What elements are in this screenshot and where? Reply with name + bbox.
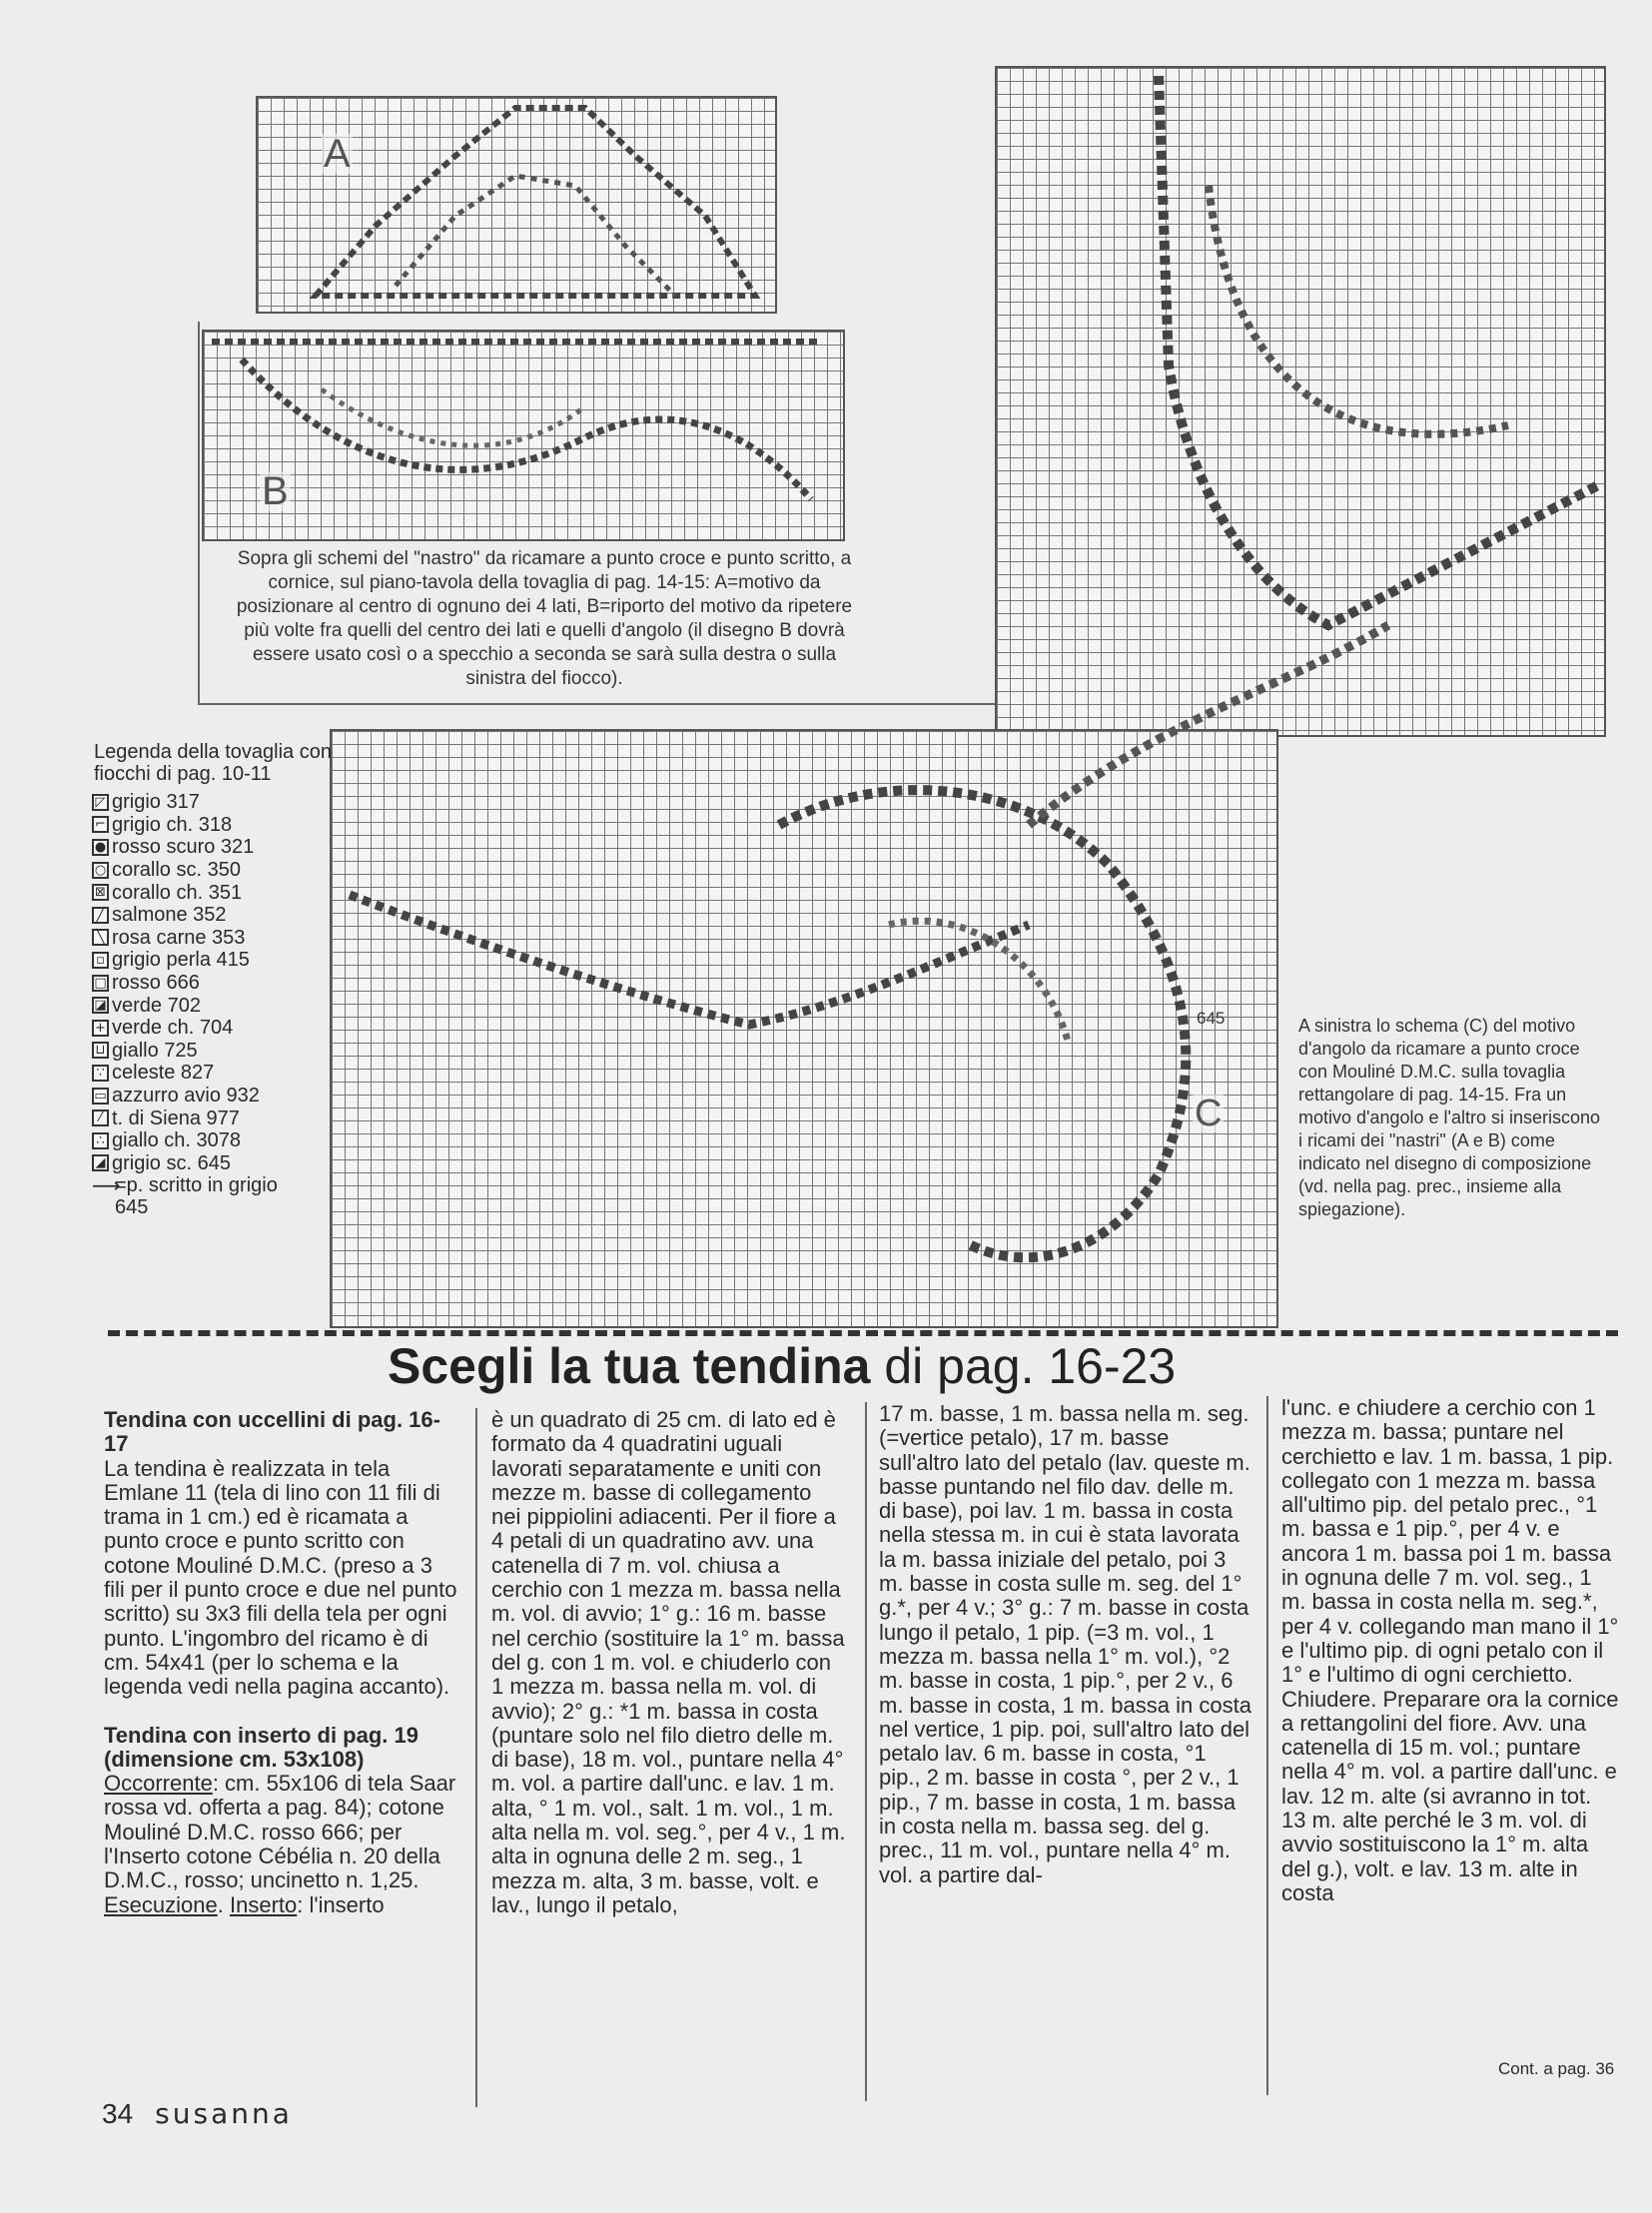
frame-line [198, 322, 200, 703]
legend-symbol-icon: □ [92, 975, 109, 992]
text-column-4: l'unc. e chiudere a cerchio con 1 mezza m. bassa; puntare nel cerchietto e lav. 1 m. bassa, 1 pip. collegato con 1 mezza m. bassa all'ultimo pip. del petalo prec., °1 m. bassa e 1 pip.°, per 4 v. e ancora 1 m. bassa poi 1 m. bassa in ognuna delle 7 m. vol. seg., 1 m. bassa in costa nella m. seg.*, per 4 v. collegando man mano il 1° e l'ultimo pip. di ogni petalo con il 1° e l'ultimo di ogni cerchietto. Chiudere. Preparare ora la cornice a rettangolini del fiore. Avv. una catenella di 15 m. vol.; puntare nella 4° m. vol. a partire dall'unc. e lav. 12 m. alte (si avranno in tot. 13 m. alte perché le 3 m. vol. di avvio sostituiscono la 1° m. alta del g.), volt. e lav. 13 m. alte in costa [1281, 1395, 1619, 1905]
legend-item [92, 949, 352, 972]
legend-label: grigio 317 [112, 791, 200, 814]
legend-symbol-icon: ╲ [92, 929, 109, 946]
legend-symbol-icon: ◸ [92, 794, 109, 811]
legend-arrow-label: =p. scritto in grigio 645 [115, 1174, 278, 1219]
page-number: 34 [102, 2098, 134, 2129]
legend-label: azzurro avio 932 [112, 1085, 260, 1107]
legend-label: corallo sc. 350 [112, 859, 241, 882]
legend-label: salmone 352 [112, 904, 227, 927]
legend-label: rosso scuro 321 [112, 836, 255, 859]
magazine-brand: susanna [155, 2097, 293, 2130]
legend-label: verde 702 [112, 994, 201, 1017]
legend-symbol-icon: ∵ [92, 1065, 109, 1082]
legend-item [92, 1062, 352, 1085]
arrow-right-icon: ⟶ [92, 1173, 121, 1198]
text-column-3: 17 m. basse, 1 m. bassa nella m. seg. (=vertice petalo), 17 m. basse sull'altro lato del petalo (lav. queste m. basse puntando nel filo dav. delle m. di base), poi lav. 1 m. bassa in costa nella stessa m. in cui è stata lavorata la m. bassa iniziale del petalo, poi 3 m. basse in costa sulle m. seg. del 1° g.*, per 4 v.; 3° g.: 7 m. basse in costa lungo il petalo, 1 pip. (=3 m. vol., 1 mezza m. bassa nella 1° m. vol.), °2 m. basse in costa, 1 pip.°, per 2 v., 6 m. basse in costa, 1 m. bassa in costa nel vertice, 1 pip. poi, sull'altro lato del petalo lav. 6 m. basse in costa, °1 pip., 2 m. basse in costa °, per 2 v., 1 pip., 7 m. basse in costa, 1 m. bassa in costa nella m. bassa seg. del g. prec., 11 m. vol., puntare nella 4° m. vol. a partire dal- [879, 1401, 1251, 1887]
legend-label: giallo 725 [112, 1039, 198, 1062]
legend-item [92, 1017, 352, 1040]
column-rule [865, 1402, 867, 2101]
legend-label: celeste 827 [112, 1062, 215, 1085]
legend-label: grigio ch. 318 [112, 813, 233, 836]
legend-symbol-icon: ● [92, 839, 109, 856]
text-column-1 [104, 1408, 458, 1917]
paragraph-occorrente: Occorrente: cm. 55x106 di tela Saar rossa vd. offerta a pag. 84); cotone Mouliné D.M.C. rosso 666; per l'Inserto cotone Cébélia n. 20 della D.M.C., rosso; uncinetto n. 1,25. [104, 1771, 456, 1893]
legend-symbol-icon: + [92, 1020, 109, 1037]
section-title-pages: di pag. 16-23 [870, 1338, 1177, 1394]
page-footer [102, 2097, 293, 2130]
caption-top: Sopra gli schemi del "nastro" da ricamare a punto croce e punto scritto, a cornice, sul piano-tavola della tovaglia di pag. 14-15: A=motivo da posizionare al centro di ognuno dei 4 lati, B=riporto del motivo da ripetere più volte fra quelli del centro dei lati e quelli d'angolo (il disegno B dovrà essere usato così o a specchio a seconda se sarà sulla destra o sulla sinistra del fiocco). [236, 548, 853, 689]
legend-symbol-icon: ⌐ [92, 816, 109, 833]
legend-item [92, 972, 352, 995]
section-title-bold: Scegli la tua tendina [388, 1338, 871, 1394]
legend-symbol-icon: ◪ [92, 997, 109, 1014]
legend-list [92, 791, 352, 1174]
legend-label: verde ch. 704 [112, 1017, 234, 1040]
legend-title: Legenda della tovaglia con fiocchi di pag. 10-11 [94, 741, 332, 785]
section-title [380, 1336, 1184, 1396]
legend-label: t. di Siena 977 [112, 1106, 240, 1129]
legend-symbol-icon: ∴ [92, 1132, 109, 1149]
paragraph-uccellini: La tendina è realizzata in tela Emlane 11 (tela di lino con 11 fili di trama in 1 cm.) ed è ricamata a punto croce e punto scritto con cotone Mouliné D.M.C. (preso a 3 fili per il punto croce e due nel punto scritto) su 3x3 fili della tela per ogni punto. L'ingombro del ricamo è di cm. 54x41 (per lo schema e la legenda vedi nella pagina accanto). [104, 1455, 457, 1700]
legend [92, 741, 352, 1218]
legend-item [92, 881, 352, 904]
chart-c-label: C [1195, 1093, 1223, 1134]
heading-tendina-uccellini: Tendina con uccellini di pag. 16-17 [104, 1407, 440, 1457]
legend-item [92, 859, 352, 882]
legend-label: corallo ch. 351 [112, 881, 243, 904]
legend-symbol-icon: ╱ [92, 907, 109, 924]
chart-a-label: A [324, 132, 351, 176]
legend-item [92, 1040, 352, 1063]
legend-symbol-icon: ⊠ [92, 884, 109, 901]
column-rule [475, 1408, 477, 2107]
legend-item [92, 994, 352, 1017]
legend-label: grigio sc. 645 [112, 1151, 231, 1174]
column-rule [1266, 1396, 1268, 2095]
legend-label: grigio perla 415 [112, 949, 250, 972]
legend-label: giallo ch. 3078 [112, 1129, 241, 1152]
legend-item [92, 1129, 352, 1152]
legend-symbol-icon: ◢ [92, 1154, 109, 1171]
continued-note: Cont. a pag. 36 [1498, 2059, 1615, 2078]
paragraph-esecuzione: Esecuzione. Inserto: l'inserto [104, 1891, 385, 1917]
heading-tendina-inserto: Tendina con inserto di pag. 19 (dimensione cm. 53x108) [104, 1722, 418, 1772]
legend-symbol-icon: ⊔ [92, 1042, 109, 1059]
legend-item [92, 836, 352, 859]
legend-symbol-icon: ○ [92, 862, 109, 879]
legend-item [92, 791, 352, 814]
legend-symbol-icon: ▫ [92, 952, 109, 969]
legend-item [92, 927, 352, 950]
chart-c-count: 645 [1197, 1009, 1226, 1028]
legend-item [92, 1085, 352, 1107]
chart-b-label: B [262, 469, 289, 513]
caption-right: A sinistra lo schema (C) del motivo d'angolo da ricamare a punto croce con Mouliné D.M.C. sulla tovaglia rettangolare di pag. 14-15. Fra un motivo d'angolo e l'altro si inseriscono i ricami dei "nastri" (A e B) come indicato nel disegno di composizione (vd. nella pag. prec., insieme alla spiegazione). [1298, 1016, 1601, 1219]
legend-item [92, 1152, 352, 1175]
legend-label: rosa carne 353 [112, 926, 246, 949]
legend-arrow-row [92, 1174, 352, 1218]
legend-label: rosso 666 [112, 972, 200, 995]
legend-item [92, 1106, 352, 1129]
legend-item [92, 904, 352, 927]
legend-symbol-icon: ⁄ [92, 1109, 109, 1126]
legend-symbol-icon: ▭ [92, 1088, 109, 1105]
legend-item [92, 814, 352, 837]
text-column-2: è un quadrato di 25 cm. di lato ed è formato da 4 quadratini uguali lavorati separatamente e uniti con mezze m. basse di collegamento nei pippiolini adiacenti. Per il fiore a 4 petali di un quadratino avv. una catenella di 7 m. vol. chiusa a cerchio con 1 mezza m. bassa nella m. vol. di avvio; 1° g.: 16 m. basse nel cerchio (sostituire la 1° m. bassa del g. con 1 m. vol. e chiuderlo con 1 mezza m. bassa nella m. vol. di avvio); 2° g.: *1 m. bassa in costa (puntare solo nel filo dietro delle m. di base), 18 m. vol., puntare nella 4° m. vol. a partire dall'unc. e lav. 1 m. alta, ° 1 m. vol., salt. 1 m. vol., 1 m. alta nella m. vol. seg.°, per 4 v., 1 m. alta in ognuna delle 2 m. seg., 1 mezza m. alta, 3 m. basse, volt. e lav., lungo il petalo, [491, 1407, 846, 1917]
